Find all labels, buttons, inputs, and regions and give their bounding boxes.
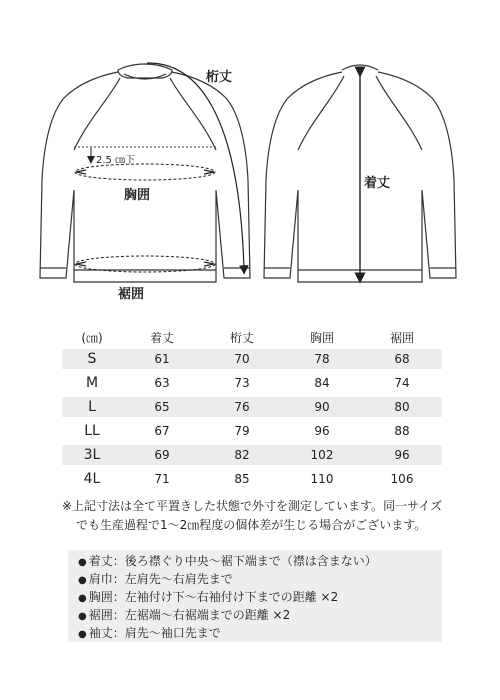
definition-item: ● 胸囲：左袖付け下〜右袖付け下までの距離 ×2 bbox=[78, 589, 432, 607]
size-label: L bbox=[62, 395, 122, 419]
chest-offset-label: 2.5 ㎝下 bbox=[96, 155, 136, 166]
hem-arrow-left bbox=[76, 262, 86, 266]
body-length-label: 着丈 bbox=[364, 176, 391, 191]
table-cell: 79 bbox=[202, 419, 282, 443]
hem-arrow-right bbox=[204, 262, 214, 266]
table-cell: 67 bbox=[122, 419, 202, 443]
footnote-line-2: でも生産過程で1〜2㎝程度の個体差が生じる場合がございます。 bbox=[76, 518, 427, 532]
table-cell: 88 bbox=[362, 419, 442, 443]
table-cell: 82 bbox=[202, 443, 282, 467]
sleeve-length-arrow bbox=[147, 63, 244, 270]
chest-measure-ellipse bbox=[75, 164, 215, 180]
table-cell: 61 bbox=[122, 349, 202, 371]
table-cell: 102 bbox=[282, 443, 362, 467]
header-chest: 胸囲 bbox=[309, 330, 334, 345]
table-cell: 90 bbox=[282, 395, 362, 419]
header-sleeve-length: 桁丈 bbox=[229, 330, 254, 345]
chest-label: 胸囲 bbox=[124, 188, 151, 203]
table-cell: 96 bbox=[282, 419, 362, 443]
definition-item: ● 着丈：後ろ襟ぐり中央〜裾下端まで（襟は含まない） bbox=[78, 553, 432, 571]
definition-item: ● 肩巾：左肩先〜右肩先まで bbox=[78, 571, 432, 589]
footnote-line-1: ※上記寸法は全て平置きした状態で外寸を測定しています。同一サイズ bbox=[62, 499, 443, 513]
size-label: LL bbox=[62, 419, 122, 443]
table-cell: 74 bbox=[362, 371, 442, 395]
table-cell: 80 bbox=[362, 395, 442, 419]
table-cell: 76 bbox=[202, 395, 282, 419]
size-label: 3L bbox=[62, 443, 122, 467]
front-shirt-outline bbox=[40, 64, 250, 282]
table-cell: 69 bbox=[122, 443, 202, 467]
table-row bbox=[62, 443, 442, 467]
sleeve-length-label: 桁丈 bbox=[206, 70, 233, 85]
table-row bbox=[62, 419, 442, 443]
hem-label: 裾囲 bbox=[118, 287, 145, 302]
size-table-header bbox=[62, 325, 442, 349]
table-cell: 110 bbox=[282, 467, 362, 489]
header-body-length: 着丈 bbox=[149, 330, 174, 345]
size-table bbox=[62, 325, 442, 489]
table-cell: 63 bbox=[122, 371, 202, 395]
table-row bbox=[62, 349, 442, 371]
table-cell: 68 bbox=[362, 349, 442, 371]
chest-arrow-left bbox=[76, 170, 86, 174]
measurement-definitions bbox=[68, 550, 442, 642]
definition-item: ● 袖丈：肩先〜袖口先まで bbox=[78, 625, 432, 643]
table-cell: 84 bbox=[282, 371, 362, 395]
table-row bbox=[62, 371, 442, 395]
garment-diagram bbox=[0, 0, 500, 310]
unit-header: (㎝) bbox=[81, 330, 103, 345]
table-cell: 65 bbox=[122, 395, 202, 419]
table-cell: 78 bbox=[282, 349, 362, 371]
size-label: 4L bbox=[62, 467, 122, 489]
definition-item: ● 裾囲：左裾端〜右裾端までの距離 ×2 bbox=[78, 607, 432, 625]
chest-arrow-right bbox=[204, 170, 214, 174]
header-hem: 裾囲 bbox=[389, 330, 414, 345]
size-label: M bbox=[62, 371, 122, 395]
measurement-footnote bbox=[62, 497, 442, 535]
table-cell: 96 bbox=[362, 443, 442, 467]
table-cell: 85 bbox=[202, 467, 282, 489]
table-cell: 71 bbox=[122, 467, 202, 489]
table-row bbox=[62, 467, 442, 489]
table-cell: 70 bbox=[202, 349, 282, 371]
size-label: S bbox=[62, 349, 122, 371]
table-cell: 106 bbox=[362, 467, 442, 489]
table-cell: 73 bbox=[202, 371, 282, 395]
table-row bbox=[62, 395, 442, 419]
